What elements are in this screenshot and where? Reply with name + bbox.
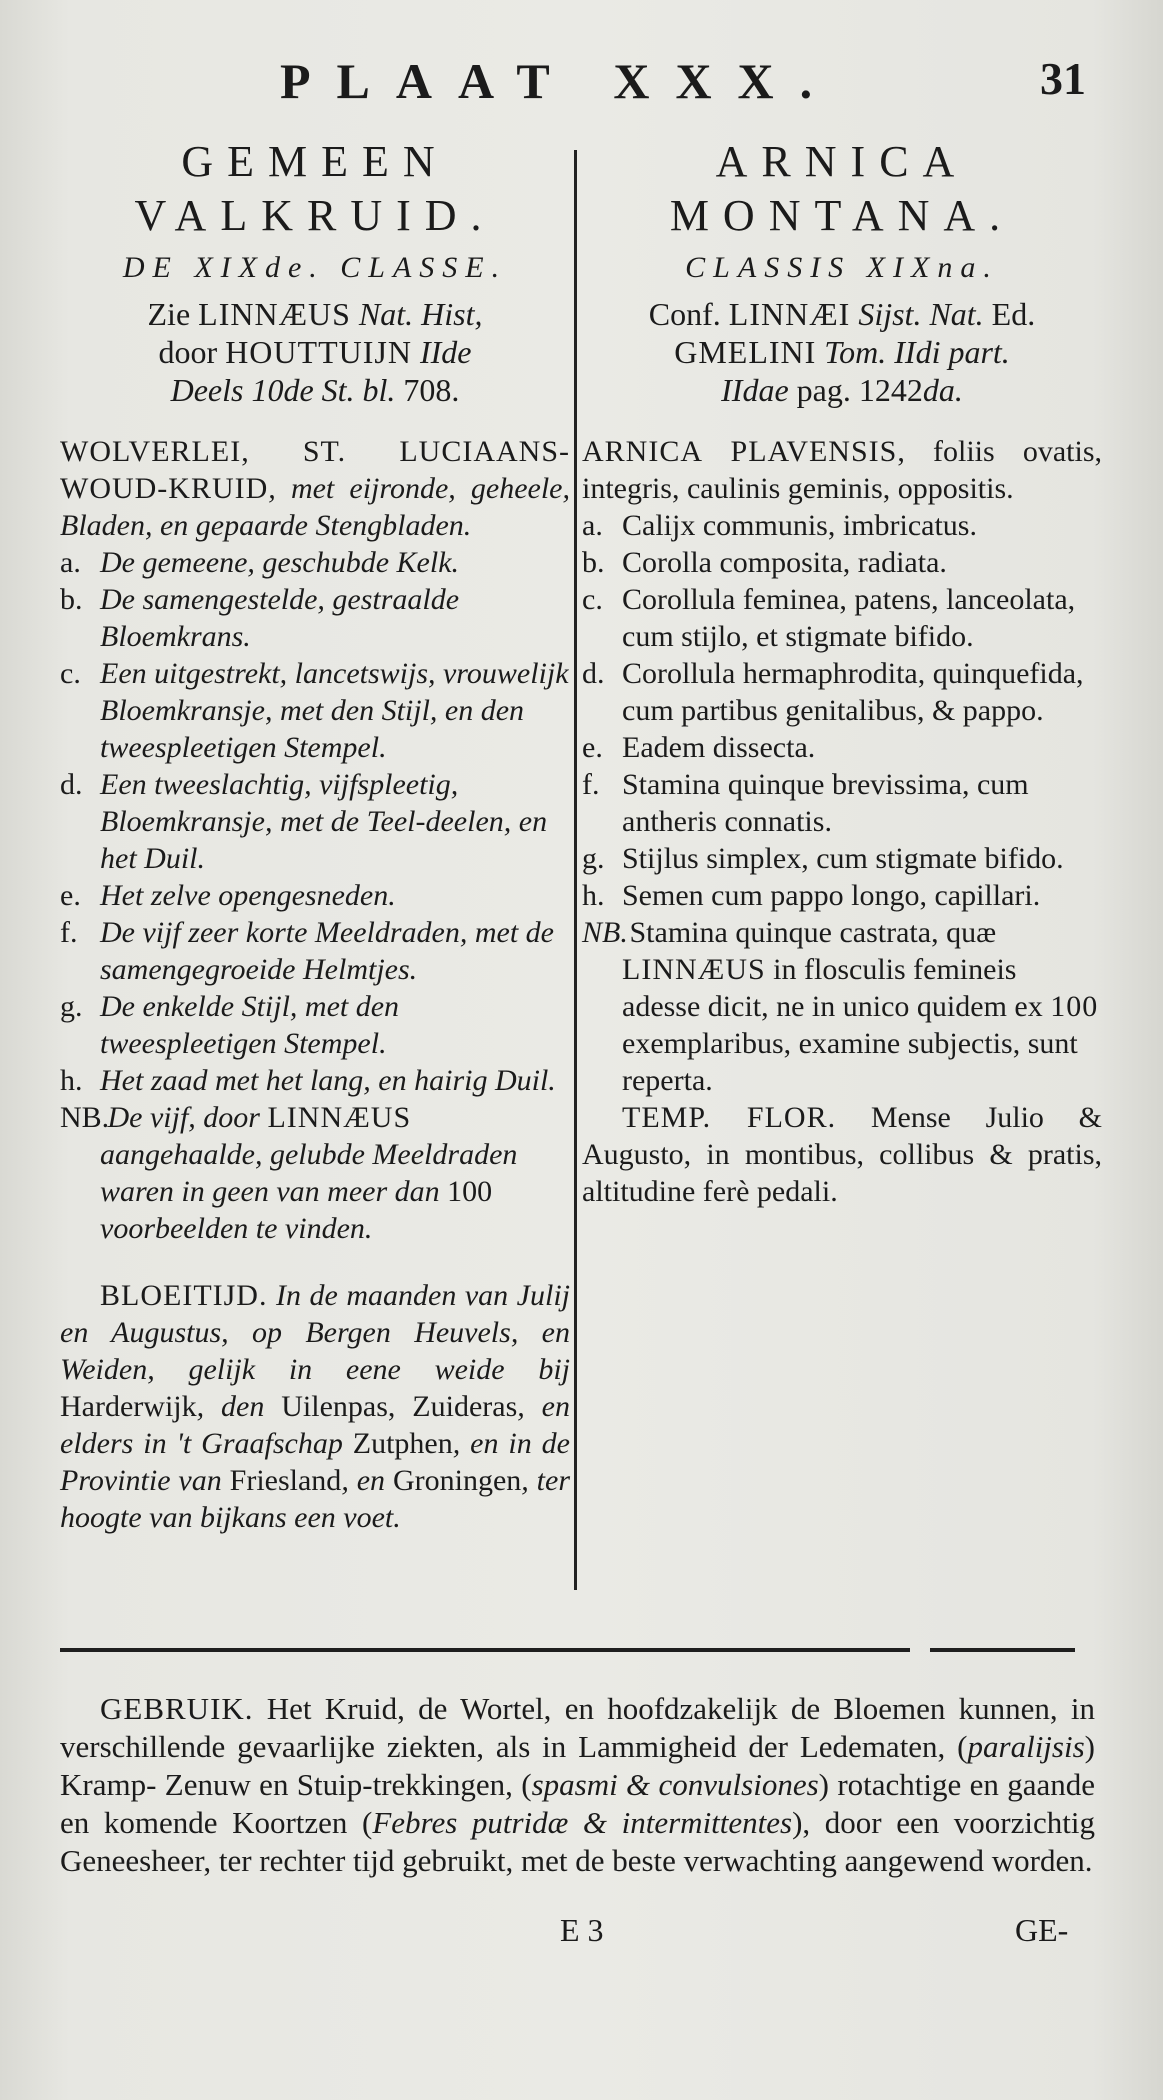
item-key: c. xyxy=(60,657,81,690)
right-title xyxy=(582,135,1102,243)
list-item xyxy=(60,988,570,1062)
right-title-line2: MONTANA. xyxy=(669,191,1015,240)
item-key: h. xyxy=(60,1064,83,1097)
right-title-line1: ARNICA xyxy=(715,137,969,186)
usage-term: Febres putridæ & intermittentes xyxy=(372,1805,793,1840)
ref-text: Conf. xyxy=(648,296,729,332)
place-name: Zutphen xyxy=(352,1427,453,1460)
left-reference xyxy=(60,295,570,409)
running-head xyxy=(0,52,1163,112)
item-text: Stamina quinque brevissima, cum antheris connatis. xyxy=(622,768,1029,838)
left-column xyxy=(60,135,570,1536)
ref-page: pag. 1242 xyxy=(788,372,923,408)
right-description xyxy=(582,433,1102,507)
list-item xyxy=(582,729,1102,766)
item-key: e. xyxy=(60,879,81,912)
temp-label: TEMP. FLOR. xyxy=(622,1101,837,1134)
item-key: g. xyxy=(60,990,83,1023)
left-title-line2: VALKRUID. xyxy=(134,191,496,240)
ref-page: 708. xyxy=(395,372,460,408)
item-text: Semen cum pappo longo, capillari. xyxy=(622,879,1041,912)
nb-key: NB. xyxy=(60,1101,110,1134)
right-column xyxy=(582,135,1102,1210)
nb-key: NB. xyxy=(582,916,628,949)
nb-text: in flosculis femineis adesse dicit, ne in unico quidem ex xyxy=(622,953,1051,1023)
temp-text: Mense Julio & Augusto, in montibus, collibus & pratis, altitudine ferè pedali. xyxy=(582,1101,1102,1208)
page-number: 31 xyxy=(1040,53,1086,104)
catchword: GE- xyxy=(1015,1912,1069,1948)
right-classe: CLASSIS XIXna. xyxy=(685,251,999,284)
bloei-text: , ter hoogte van bijkans een voet. xyxy=(60,1464,570,1534)
nb-text: exemplaribus, examine subjectis, sunt reperta. xyxy=(622,1027,1078,1097)
ref-text: da. xyxy=(922,372,963,408)
ref-text: door xyxy=(158,334,226,370)
list-item xyxy=(60,581,570,655)
item-key: d. xyxy=(60,768,83,801)
place-name: Uilenpas, Zuideras xyxy=(281,1390,518,1423)
item-text: Het zaad met het lang, en hairig Duil. xyxy=(100,1064,556,1097)
item-key: h. xyxy=(582,879,605,912)
item-key: f. xyxy=(582,768,600,801)
list-item xyxy=(582,840,1102,877)
bloei-text: , den xyxy=(196,1390,282,1423)
ref-author: HOUTTUIJN xyxy=(225,334,412,370)
running-title: PLAAT XXX. xyxy=(280,53,839,109)
right-reference xyxy=(582,295,1102,409)
list-item xyxy=(582,581,1102,655)
list-item xyxy=(582,877,1102,914)
right-figure-list xyxy=(582,507,1102,1099)
item-text: Eadem dissecta. xyxy=(622,731,816,764)
usage-text: Het Kruid, de Wortel, en hoofdzakelijk de Bloemen kunnen, in verschillende gevaarlijke ziekten, als in Lammigheid der Ledematen, ( xyxy=(60,1691,1095,1764)
item-key: f. xyxy=(60,916,78,949)
item-key: a. xyxy=(582,509,603,542)
item-key: g. xyxy=(582,842,605,875)
item-text: Corolla composita, radiata. xyxy=(622,546,947,579)
column-divider xyxy=(574,150,577,1590)
left-flowering-time xyxy=(60,1277,570,1536)
item-text: Een tweeslachtig, vijfspleetig, Bloemkransje, met de Teel-deelen, en het Duil. xyxy=(100,768,548,875)
right-flowering-time xyxy=(582,1099,1102,1210)
ref-text: Zie xyxy=(147,296,199,332)
nb-text: voorbeelden te vinden. xyxy=(100,1212,373,1245)
ref-text: Ed. xyxy=(983,296,1036,332)
left-figure-list xyxy=(60,544,570,1247)
rule-short xyxy=(930,1648,1075,1652)
item-key: d. xyxy=(582,657,605,690)
ref-author: GMELINI xyxy=(674,334,817,370)
bloei-text: , en xyxy=(341,1464,393,1497)
list-item xyxy=(582,507,1102,544)
place-name: Friesland xyxy=(229,1464,342,1497)
item-text: Calijx communis, imbricatus. xyxy=(622,509,977,542)
item-key: c. xyxy=(582,583,603,616)
item-key: b. xyxy=(60,583,83,616)
left-title xyxy=(60,135,570,243)
item-key: a. xyxy=(60,546,81,579)
left-classe: DE XIXde. CLASSE. xyxy=(122,251,508,284)
item-key: b. xyxy=(582,546,605,579)
usage-label: GEBRUIK. xyxy=(100,1691,254,1726)
plant-name: WOLVERLEI, ST. LUCIAANS-WOUD-KRUID xyxy=(60,435,570,505)
list-item xyxy=(60,544,570,581)
rule-long xyxy=(60,1648,910,1652)
item-text: De samengestelde, gestraalde Bloemkrans. xyxy=(100,583,460,653)
item-text: Stijlus simplex, cum stigmate bifido. xyxy=(622,842,1064,875)
item-text: De vijf zeer korte Meeldraden, met de samengegroeide Helmtjes. xyxy=(100,916,554,986)
bloei-text: , en elders in 't Graafschap xyxy=(60,1390,570,1460)
left-description xyxy=(60,433,570,544)
ref-volume: IIdae xyxy=(721,372,789,408)
item-text: De gemeene, geschubde Kelk. xyxy=(100,546,460,579)
item-text: Het zelve opengesneden. xyxy=(100,879,396,912)
usage-paragraph xyxy=(60,1690,1095,1880)
left-title-line1: GEMEEN xyxy=(181,137,449,186)
list-item xyxy=(60,655,570,766)
ref-title: Sijst. Nat. xyxy=(850,296,984,332)
plant-description: , foliis ovatis, integris, caulinis geminis, oppositis. xyxy=(582,435,1102,505)
nb-author: LINNÆUS xyxy=(267,1101,412,1134)
bloei-text: In de maanden van Julij en Augustus, op Bergen Heuvels, en Weiden, gelijk in eene weide bij xyxy=(60,1279,570,1386)
list-item xyxy=(60,766,570,877)
place-name: Harderwijk xyxy=(60,1390,197,1423)
item-key: e. xyxy=(582,731,603,764)
section-rule xyxy=(60,1648,1075,1654)
left-nota-bene xyxy=(60,1099,570,1247)
right-nota-bene xyxy=(582,914,1102,1099)
bloei-label: BLOEITIJD. xyxy=(100,1279,268,1312)
ref-volume: Deels 10de St. bl. xyxy=(170,372,396,408)
signature-mark: E 3 xyxy=(560,1912,604,1948)
usage-text: ) rotachtige en gaande en komende Koortzen ( xyxy=(60,1767,1095,1840)
item-text: De enkelde Stijl, met den tweespleetigen Stempel. xyxy=(100,990,400,1060)
ref-part: IIde xyxy=(411,334,472,370)
ref-title: Nat. Hist, xyxy=(350,296,483,332)
bloei-text: , en in de Provintie van xyxy=(60,1427,570,1497)
nb-author: LINNÆUS xyxy=(622,953,766,986)
nb-text: Stamina quinque castrata, quæ xyxy=(622,916,997,949)
list-item xyxy=(582,766,1102,840)
list-item xyxy=(60,914,570,988)
usage-text: ) Kramp- Zenuw en Stuip-trekkingen, ( xyxy=(60,1729,1095,1802)
list-item xyxy=(60,877,570,914)
ref-author: LINNÆUS xyxy=(198,296,351,332)
plant-description: , met eijronde, geheele, Bladen, en gepaarde Stengbladen. xyxy=(60,472,570,542)
item-text: Corollula feminea, patens, lanceolata, cum stijlo, et stigmate bifido. xyxy=(622,583,1076,653)
ref-author: LINNÆI xyxy=(728,296,851,332)
nb-number: 100 xyxy=(447,1175,493,1208)
place-name: Groningen xyxy=(392,1464,522,1497)
plant-name: ARNICA PLAVENSIS xyxy=(582,435,898,468)
nb-number: 100 xyxy=(1050,990,1099,1023)
usage-text: ), door een voorzichtig Geneesheer, ter rechter tijd gebruikt, met de beste verwachting aangewend worden. xyxy=(60,1805,1095,1878)
list-item xyxy=(582,544,1102,581)
usage-term: spasmi & convulsiones xyxy=(531,1767,819,1802)
usage-term: paralijsis xyxy=(967,1729,1085,1764)
list-item xyxy=(60,1062,570,1099)
nb-text: aangehaalde, gelubde Meeldraden waren in geen van meer dan xyxy=(100,1138,518,1208)
item-text: Corollula hermaphrodita, quinquefida, cum partibus genitalibus, & pappo. xyxy=(622,657,1084,727)
nb-text: De vijf, door xyxy=(100,1101,268,1134)
item-text: Een uitgestrekt, lancetswijs, vrouwelijk Bloemkransje, met den Stijl, en den tweespleetigen Stempel. xyxy=(100,657,569,764)
ref-part: Tom. IIdi part. xyxy=(816,334,1010,370)
list-item xyxy=(582,655,1102,729)
